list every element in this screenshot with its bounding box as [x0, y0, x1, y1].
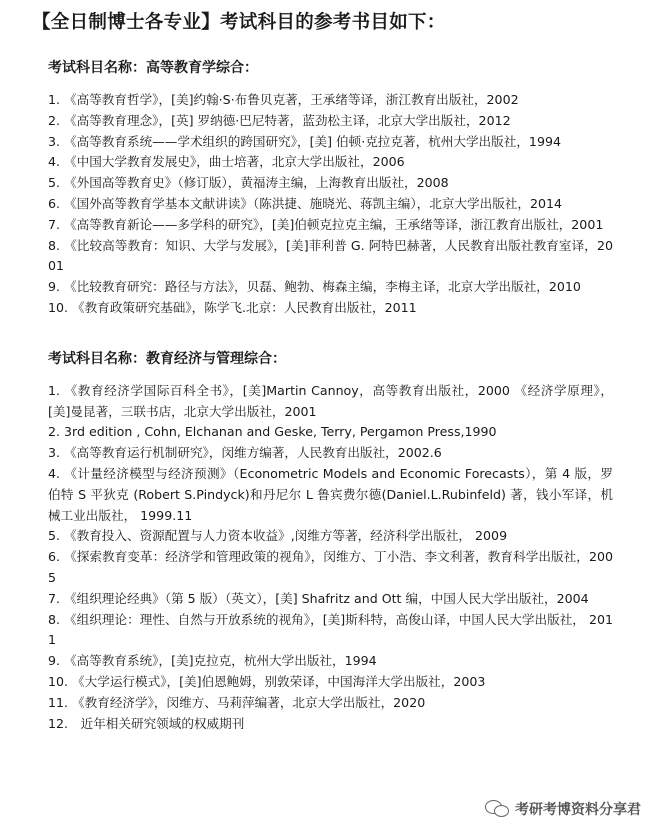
list-item: 1. 《教育经济学国际百科全书》，[美]Martin Cannoy，高等教育出版社，2000 《经济学原理》，[美]曼昆著，三联书店，北京大学出版社，2001: [48, 382, 613, 419]
list-item: 3. 《高等教育系统——学术组织的跨国研究》，[美] 伯顿·克拉克著，杭州大学出版社，1994: [48, 133, 561, 149]
list-item: 2. 《高等教育理念》，[英] 罗纳德·巴尼特著，蓝劲松主译，北京大学出版社，2012: [48, 112, 511, 128]
list-item: 7. 《组织理论经典》（第 5 版）（英文），[美] Shafritz and Ott 编，中国人民大学出版社，2004: [48, 590, 589, 606]
list-item: 8. 《组织理论：理性、自然与开放系统的视角》，[美]斯科特，高俊山译，中国人民大学出版社， 2011: [48, 611, 613, 648]
list-item: 10. 《大学运行模式》，[美]伯恩鲍姆，别敦荣译，中国海洋大学出版社，2003: [48, 673, 486, 689]
list-item: 10. 《教育政策研究基础》，陈学飞.北京：人民教育出版社，2011: [48, 299, 417, 315]
reference-list: [48, 381, 613, 735]
reference-list: [48, 90, 613, 319]
list-item: 7. 《高等教育新论——多学科的研究》，[美]伯顿克拉克主编，王承绪等译，浙江教育出版社，2001: [48, 216, 604, 232]
list-item: 6. 《国外高等教育学基本文献讲读》（陈洪捷、施晓光、蒋凯主编），北京大学出版社，2014: [48, 195, 563, 211]
section-heading: 考试科目名称：教育经济与管理综合：: [48, 350, 286, 367]
list-item: 8. 《比较高等教育：知识、大学与发展》，[美]菲利普 G. 阿特巴赫著，人民教育出版社教育室译，2001: [48, 237, 613, 274]
watermark: [485, 799, 641, 819]
list-item: 4. 《中国大学教育发展史》，曲士培著，北京大学出版社，2006: [48, 154, 405, 170]
list-item: 11. 《教育经济学》，闵维方、马莉萍编著，北京大学出版社，2020: [48, 694, 426, 710]
wechat-icon: [485, 800, 509, 818]
list-item: 12. 近年相关研究领域的权威期刊: [48, 715, 245, 731]
watermark-text: 考研考博资料分享君: [515, 802, 641, 818]
list-item: 9. 《比较教育研究：路径与方法》，贝磊、鲍勃、梅森主编，李梅主译，北京大学出版社，2010: [48, 279, 581, 295]
section-heading: 考试科目名称：高等教育学综合：: [48, 60, 258, 76]
page-title: 【全日制博士各专业】考试科目的参考书目如下：: [32, 12, 446, 33]
section-higher-education: [48, 58, 613, 319]
list-item: 4. 《计量经济模型与经济预测》（Econometric Models and Economic Forecasts），第 4 版，罗伯特 S 平狄克 (Robert S.Pindyck)和丹尼尔 L 鲁宾费尔德(Daniel.L.Rubinfeld) 著，钱小军译，机械工业出版社， 1999.11: [48, 465, 613, 523]
list-item: 6. 《探索教育变革：经济学和管理政策的视角》，闵维方、丁小浩、李文利著，教育科学出版社，2005: [48, 549, 613, 585]
list-item: 2. 3rd edition , Cohn, Elchanan and Geske, Terry, Pergamon Press,1990: [48, 424, 497, 440]
list-item: 3. 《高等教育运行机制研究》，闵维方编著，人民教育出版社，2002.6: [48, 445, 442, 461]
list-item: 5. 《教育投入、资源配置与人力资本收益》,闵维方等著，经济科学出版社， 2009: [48, 528, 508, 544]
section-education-economics: [48, 349, 613, 735]
list-item: 5. 《外国高等教育史》（修订版），黄福涛主编，上海教育出版社，2008: [48, 175, 449, 191]
list-item: 1. 《高等教育哲学》，[美]约翰·S·布鲁贝克著，王承绪等译，浙江教育出版社，2002: [48, 92, 519, 107]
list-item: 9. 《高等教育系统》，[美]克拉克，杭州大学出版社，1994: [48, 653, 377, 669]
